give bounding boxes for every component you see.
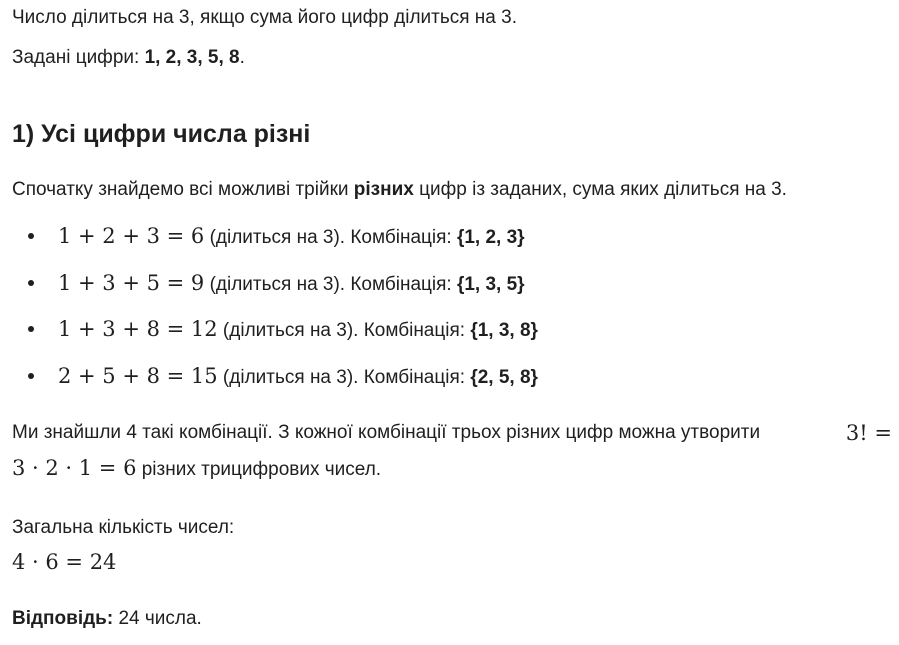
total-label bbox=[12, 516, 234, 540]
answer-label: Відповідь: bbox=[12, 608, 114, 629]
lead-bold: різних bbox=[353, 179, 414, 200]
lead-before: Спочатку знайдемо всі можливі трійки bbox=[12, 179, 354, 200]
combo-set: {2, 5, 8} bbox=[470, 367, 538, 388]
combo-note: (ділиться на 3). Комбінація: bbox=[217, 320, 471, 341]
combo-set: {1, 2, 3} bbox=[456, 227, 525, 248]
rule-text: Число ділиться на 3, якщо сума його цифр ділиться на 3. bbox=[12, 7, 517, 28]
list-item bbox=[12, 270, 525, 298]
digits-value: 1, 2, 3, 5, 8 bbox=[144, 47, 240, 68]
section-lead bbox=[12, 178, 787, 202]
combo-set: {1, 3, 5} bbox=[456, 274, 525, 295]
combo-note: (ділиться на 3). Комбінація: bbox=[204, 227, 457, 248]
section-heading: 1) Усі цифри числа різні bbox=[12, 120, 311, 148]
given-digits bbox=[12, 46, 245, 70]
combo-note: (ділиться на 3). Комбінація: bbox=[204, 274, 457, 295]
combo-set: {1, 3, 8} bbox=[470, 320, 538, 341]
total-label-text: Загальна кількість чисел: bbox=[12, 517, 235, 538]
found-text-2: різних трицифрових чисел. bbox=[136, 459, 382, 480]
combo-expression: 1 + 2 + 3 = 6 bbox=[58, 224, 205, 248]
list-item bbox=[12, 363, 538, 391]
total-math: 4 · 6 = 24 bbox=[12, 550, 117, 574]
list-item bbox=[12, 316, 538, 344]
divisibility-rule bbox=[12, 6, 517, 30]
digits-label: Задані цифри: bbox=[12, 47, 145, 68]
bullet-icon bbox=[28, 280, 34, 286]
bullet-icon bbox=[28, 233, 34, 239]
combo-note: (ділиться на 3). Комбінація: bbox=[217, 367, 471, 388]
found-math-factorial: 3! = bbox=[845, 421, 892, 445]
digits-end: . bbox=[239, 47, 245, 68]
found-paragraph-line-2 bbox=[12, 456, 381, 482]
bullet-icon bbox=[28, 326, 34, 332]
list-item bbox=[12, 223, 525, 251]
bullet-icon bbox=[28, 373, 34, 379]
answer-text: 24 числа. bbox=[113, 608, 202, 629]
answer bbox=[12, 607, 202, 631]
found-text: Ми знайшли 4 такі комбінації. З кожної комбінації трьох різних цифр можна утворити bbox=[12, 422, 761, 443]
found-math-product: 3 · 2 · 1 = 6 bbox=[12, 456, 137, 480]
lead-after: цифр із заданих, сума яких ділиться на 3. bbox=[413, 179, 787, 200]
found-paragraph-line-1 bbox=[12, 421, 892, 445]
combo-expression: 2 + 5 + 8 = 15 bbox=[58, 364, 218, 388]
combo-expression: 1 + 3 + 8 = 12 bbox=[58, 317, 218, 341]
total-formula bbox=[12, 550, 116, 576]
combo-expression: 1 + 3 + 5 = 9 bbox=[58, 271, 205, 295]
